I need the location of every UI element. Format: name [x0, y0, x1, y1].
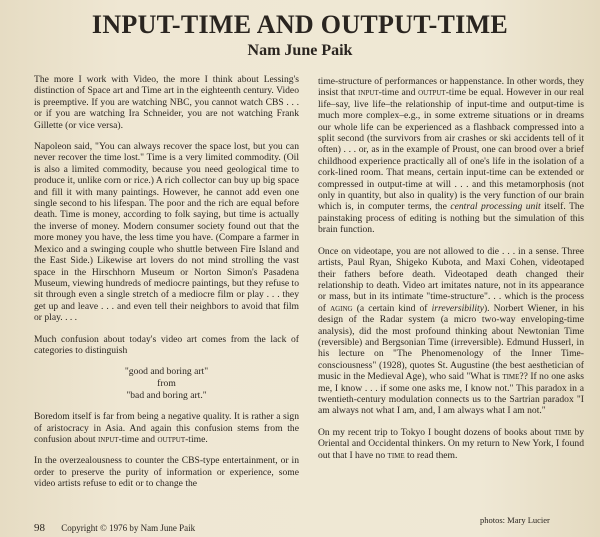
paragraph — [318, 246, 584, 417]
article-author: Nam June Paik — [247, 42, 353, 59]
small-caps-term: time — [502, 371, 520, 383]
small-caps-term: aging — [330, 302, 353, 314]
text-run: time-structure of performances or happenstance. In other words, they insist that — [318, 76, 584, 99]
copyright-notice: Copyright © 1976 by Nam June Paik — [61, 523, 196, 533]
photo-credit: photos: Mary Lucier — [480, 515, 550, 525]
small-caps-term: input — [358, 87, 379, 99]
left-column — [34, 74, 299, 500]
text-run: ). Norbert Wiener, in his design of the Radar system (a micro two-way enveloping-time analysis), did the most profound thinking about Newtonian Time (reversible) and Bergsonian Time (irreversible). Edmund Husserl, in his lecture on "The Phenomenology of the Inner Time-consciousness" (1928), quotes St. Augustine (the best aesthetician of music in the Medieval Age), who said "What is — [318, 302, 585, 383]
text-run: On my recent trip to Tokyo I bought dozens of books about — [318, 426, 555, 438]
text-run: -time be equal. However in our real life–say, live life–the relationship of input-time and output-time is much more complex–e.g., in some extreme situations or in dreams our whole life can be experienced as a flashback compressed into a split second (the survivors from air crashes or ski accidents tell of it often) . . . or, as in the example of Proust, one can brood over a brief childhood experience practically all of one's life in the isolation of a cork-lined room. That means, certain input-time can be extended or compressed in output-time at will . . . and this metamorphosis (not only in quantity, but also in quality) is the very function of our brain which is, in computer terms, the — [318, 87, 584, 213]
text-run: -time. — [185, 433, 208, 445]
italic-term: central processing unit — [450, 201, 541, 213]
quote-line: "good and boring art" — [124, 366, 209, 378]
article-title: INPUT-TIME AND OUTPUT-TIME — [91, 10, 509, 39]
page-number: 98 — [34, 522, 45, 534]
paragraph — [318, 76, 584, 236]
quoted-categories — [34, 366, 299, 401]
text-run: -time and — [378, 87, 419, 99]
text-run: to read them. — [404, 449, 458, 461]
italic-term: irreversibility — [431, 302, 484, 314]
small-caps-term: input — [97, 433, 119, 445]
small-caps-term: output — [157, 433, 186, 445]
text-run: -time and — [118, 433, 158, 445]
paragraph: Napoleon said, "You can always recover the space lost, but you can never recover the time lost." Time is a very limited commodity. (Oil is also a limited commodity, because you need geological time to produce it, unlike corn or rice.) A rich collector can buy up big space and fill it with many paintings. However, he cannot add even one single second to his lifespan. The poor and the rich are equal before death. Time is money, according to folk saying, but time is actually the inverse of money. Modern consumer society found out that the more money you have, the less time you have. (Compare a farmer in Mexico and a swinging couple who shuttle between Fire Island and the East Side.) Likewise art lovers do not mind strolling the vast space in the Hirschhorn Museum or Norton Simon's Pasadena Museum, viewing hundreds of mediocre paintings, but they refuse to sit through even a single stretch of a mediocre film or play . . . they get up and leave . . . and even tell their neighbors to avoid that film or play. . . . — [34, 141, 299, 324]
paragraph — [318, 427, 584, 461]
paragraph: Much confusion about today's video art comes from the lack of categories to distinguish — [34, 333, 299, 356]
text-run: Boredom itself is far from being a negative quality. It is rather a sign of aristocracy in Asia. And again this confusion stems from the confusion about — [34, 411, 299, 445]
text-run: Once on videotape, you are not allowed to die . . . in a sense. Three artists, Paul Ryan, Shigeko Kubota, and Maxi Cohen, videotaped their fathers before death. Videotaped death changed their relationship to death. Video art imitates nature, not in its appearance or mass, but in its intimate "time-structure". . . which is the process of — [318, 245, 584, 314]
quote-line: from — [157, 377, 176, 389]
text-run: ?? If no one asks me, I know . . . if some one asks me, I know not." This paradox in a twentieth-century modulation connects us to the Sartrian paradox "I am always not what I am, and, I am always what I am not." — [318, 371, 585, 417]
page-footer — [34, 522, 195, 534]
paragraph: In the overzealousness to counter the CBS-type entertainment, or in order to preserve the purity of information or experience, some video artists refuse to edit or to change the — [34, 455, 299, 490]
paragraph: The more I work with Video, the more I think about Lessing's distinction of Space art and Time art in the eighteenth century. Video is preemptive. If you are watching NBC, you cannot watch CBS . . . or if you are watching Ira Schneider, you are not watching Frank Gillette (or vice versa). — [34, 74, 299, 131]
quote-line: "bad and boring art." — [126, 389, 207, 401]
small-caps-term: output — [418, 87, 446, 99]
right-column — [318, 76, 584, 471]
small-caps-term: time — [554, 426, 572, 438]
text-run: itself. The painstaking process of editing is nothing but the simulation of this brain function. — [318, 201, 584, 236]
text-run: (a certain kind of — [352, 302, 432, 314]
paragraph — [34, 411, 299, 445]
small-caps-term: time — [387, 449, 405, 461]
text-run: by Oriental and Occidental thinkers. On my return to New York, I found out that I have no — [318, 426, 584, 461]
